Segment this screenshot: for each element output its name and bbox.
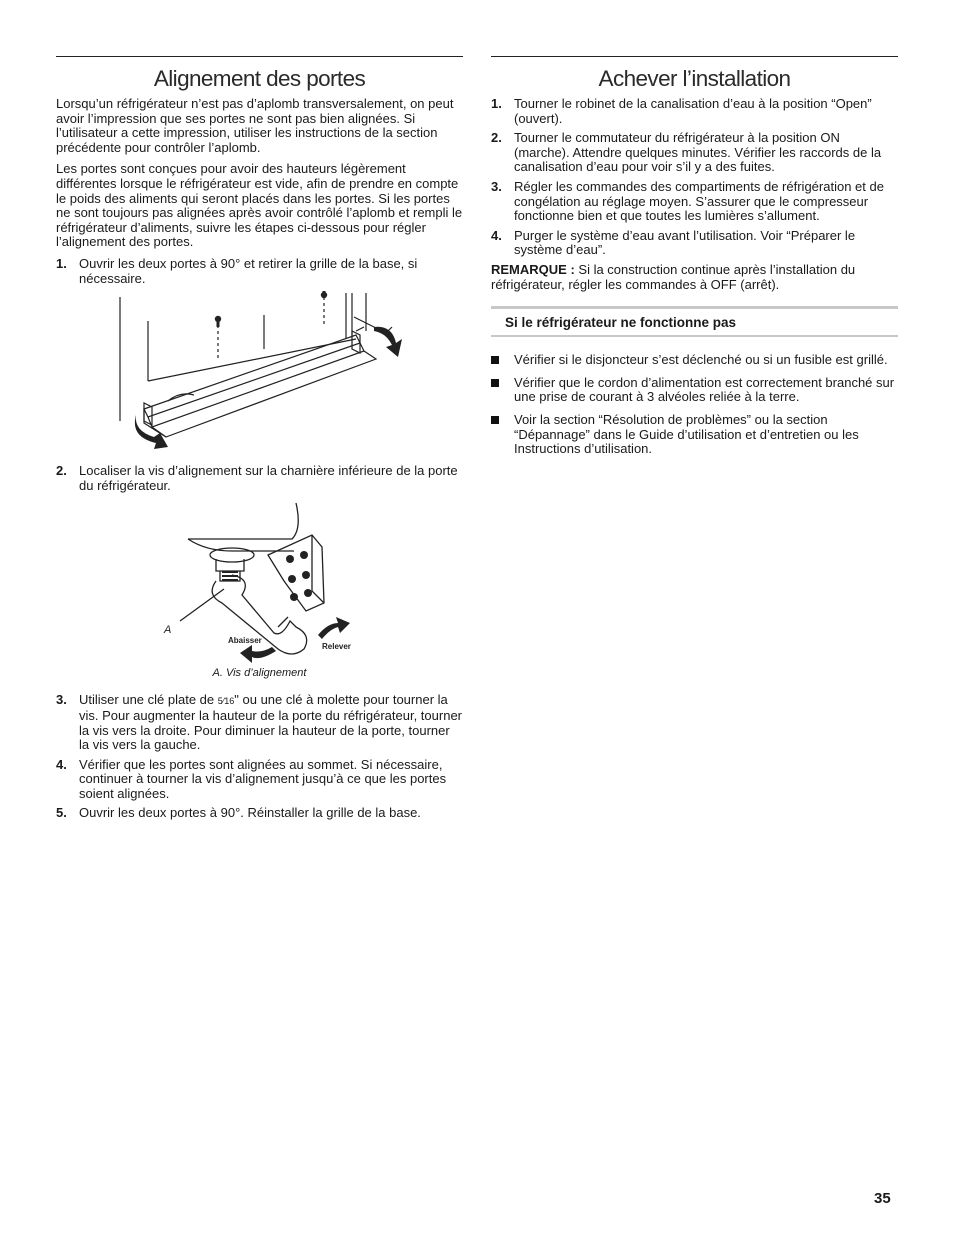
intro-paragraph: Les portes sont conçues pour avoir des hauteurs légèrement différentes lorsque le réfrigérateur est vide, afin de prendre en compte le poids des aliments qui seront placés dans les portes. Si les portes ne sont toujours pas alignées après avoir contrôlé l’aplomb et rempli le réfrigérateur d’aliments, suivre les étapes ci-dessous pour régler l’alignement des portes. [56, 161, 463, 250]
step-item [491, 97, 898, 126]
note-text: Si la construction continue après l’installation du réfrigérateur, régler les commandes à OFF (arrêt). [491, 261, 856, 292]
step-number: 1. [56, 255, 67, 271]
bullet-item [491, 413, 898, 457]
step-number: 3. [491, 178, 502, 194]
hinge-wrench-illustration [56, 499, 463, 667]
bullet-item [491, 353, 898, 368]
note-label: REMARQUE : [491, 261, 575, 277]
step-text: Tourner le robinet de la canalisation d’eau à la position “Open” (ouvert). [514, 96, 872, 126]
figure-caption: A. Vis d’alignement [212, 667, 307, 680]
step-item [56, 758, 463, 802]
step-item [491, 131, 898, 175]
step-text: " ou une clé à molette pour tourner la vis. Pour augmenter la hauteur de la porte du réfrigérateur, tourner la vis vers la droite. Pour diminuer la hauteur de la porte, tourner la vis vers la gauche. [79, 692, 462, 753]
page-number: 35 [874, 1190, 891, 1207]
wrench-size-fraction: 5⁄16 [217, 696, 235, 707]
square-bullet-icon [491, 416, 499, 424]
note-paragraph [491, 263, 898, 292]
step-number: 2. [56, 463, 67, 479]
step-text: Régler les commandes des compartiments de réfrigération et de congélation au réglage moyen. S’assurer que le compresseur fonctionne bien et que toutes les lumières s’allument. [514, 178, 884, 224]
intro-paragraph: Lorsqu’un réfrigérateur n’est pas d’aplomb transversalement, on peut avoir l’impression que ses portes ne sont pas bien alignées. Si l’utilisateur a cette impression, utiliser les instructions de la section précédente pour contrôler l’aplomb. [56, 96, 454, 155]
alignment-steps-list [56, 693, 463, 821]
base-grille-illustration [56, 291, 463, 456]
installation-steps-list [491, 97, 898, 258]
step-item [491, 229, 898, 258]
step-number: 4. [491, 227, 502, 243]
step-text: Localiser la vis d’alignement sur la charnière inférieure de la porte du réfrigérateur. [79, 463, 458, 493]
step-item [56, 464, 463, 493]
step-text: Purger le système d’eau avant l’utilisation. Voir “Préparer le système d’eau”. [514, 227, 856, 258]
step-number: 1. [491, 96, 502, 111]
step-text: Utiliser une clé plate de [79, 692, 218, 708]
step-text: Vérifier que les portes sont alignées au sommet. Si nécessaire, continuer à tourner la vis d’alignement jusqu’à ce que les portes soient alignées. [79, 756, 447, 801]
subsection-heading: Si le réfrigérateur ne fonctionne pas [491, 306, 898, 337]
right-column [491, 56, 898, 465]
step-text: Ouvrir les deux portes à 90° et retirer la grille de la base, si nécessaire. [79, 255, 418, 286]
label-raise: Relever [322, 642, 351, 652]
callout-label-a: A [164, 624, 172, 637]
square-bullet-icon [491, 356, 499, 364]
step-number: 2. [491, 130, 502, 146]
step-text: Ouvrir les deux portes à 90°. Réinstaller la grille de la base. [79, 805, 421, 821]
bullet-text: Voir la section “Résolution de problèmes” ou la section “Dépannage” dans le Guide d’utilisation et d’entretien ou les Instructions d’utilisation. [514, 411, 859, 457]
bullet-item [491, 376, 898, 405]
alignment-steps-list [56, 464, 463, 493]
step-item [56, 693, 463, 752]
section-title-door-alignment: Alignement des portes [153, 66, 366, 91]
top-rule [491, 56, 898, 57]
square-bullet-icon [491, 379, 499, 387]
label-lower: Abaisser [228, 636, 262, 646]
step-item [491, 180, 898, 224]
bullet-text: Vérifier que le cordon d’alimentation est correctement branché sur une prise de courant à 3 alvéoles reliée à la terre. [514, 374, 895, 405]
step-text: Tourner le commutateur du réfrigérateur à la position ON (marche). Attendre quelques minutes. Vérifier les raccords de la canalisation d’eau pour voir s’il y a des fuites. [514, 130, 882, 175]
step-item [56, 806, 463, 821]
left-column [56, 56, 463, 826]
top-rule [56, 56, 463, 57]
section-title-complete-installation: Achever l’installation [598, 66, 791, 91]
troubleshooting-list [491, 353, 898, 457]
alignment-steps-list [56, 257, 463, 286]
step-number: 5. [56, 805, 67, 821]
step-number: 4. [56, 756, 67, 772]
step-number: 3. [56, 692, 67, 708]
step-item [56, 257, 463, 286]
bullet-text: Vérifier si le disjoncteur s’est déclenché ou si un fusible est grillé. [514, 352, 888, 368]
